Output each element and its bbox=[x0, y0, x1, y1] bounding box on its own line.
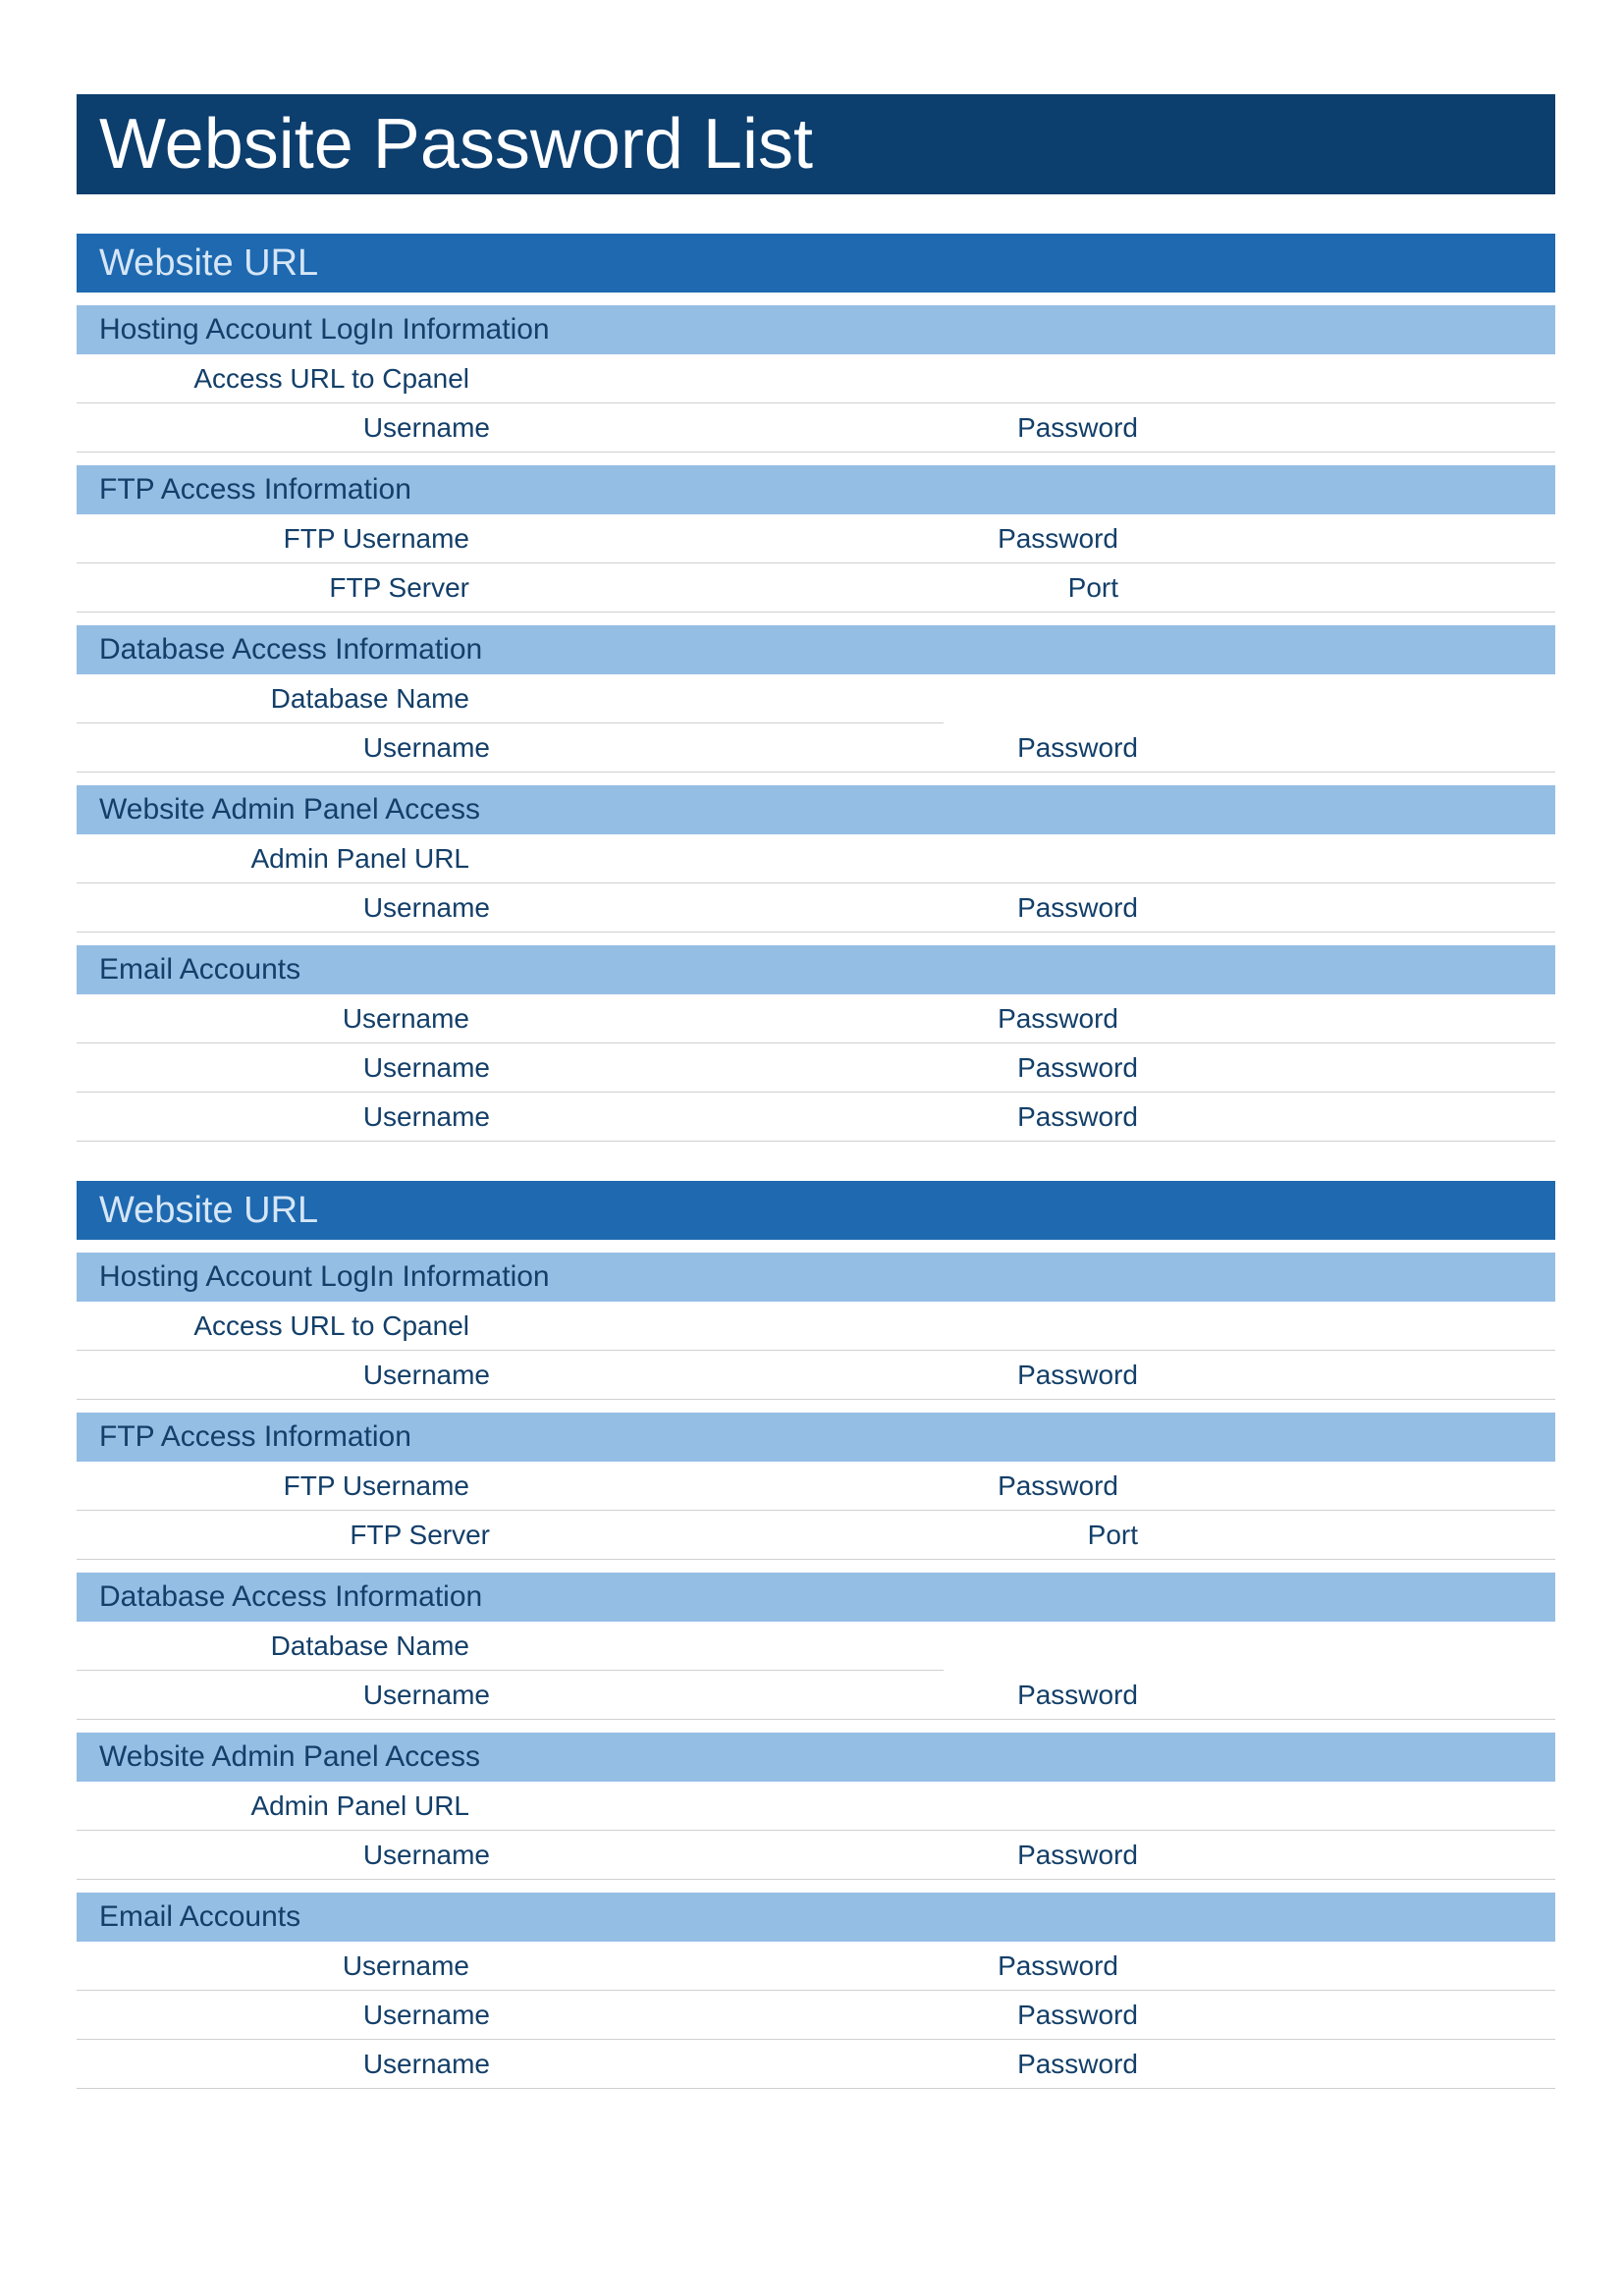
database-name-label: Database Name bbox=[270, 1630, 469, 1661]
hosting-section bbox=[77, 1253, 1555, 1400]
admin-url-row bbox=[77, 1782, 1555, 1831]
email-heading: Email Accounts bbox=[77, 1893, 1555, 1942]
hosting-heading: Hosting Account LogIn Information bbox=[77, 1253, 1555, 1302]
password-label: Password bbox=[1017, 1360, 1138, 1390]
ftp-section bbox=[77, 465, 1555, 613]
admin-section bbox=[77, 785, 1555, 933]
ftp-server-row bbox=[77, 563, 1555, 613]
website-block-2 bbox=[77, 1181, 1555, 2089]
website-url-bar: Website URL bbox=[77, 234, 1555, 293]
hosting-credentials-row bbox=[77, 1351, 1555, 1400]
username-label: Username bbox=[362, 1840, 490, 1870]
access-url-label: Access URL to Cpanel bbox=[193, 1310, 469, 1341]
username-label: Username bbox=[362, 892, 490, 923]
ftp-credentials-row bbox=[77, 1462, 1555, 1511]
password-label: Password bbox=[1017, 2049, 1138, 2079]
database-section bbox=[77, 1573, 1555, 1720]
ftp-username-label: FTP Username bbox=[283, 1470, 469, 1501]
email-section bbox=[77, 1893, 1555, 2089]
username-label: Username bbox=[362, 1680, 490, 1710]
admin-credentials-row bbox=[77, 1831, 1555, 1880]
password-label: Password bbox=[1017, 2000, 1138, 2030]
password-label: Password bbox=[998, 1950, 1118, 1981]
admin-url-row bbox=[77, 834, 1555, 883]
password-label: Password bbox=[1017, 1101, 1138, 1132]
port-label: Port bbox=[1087, 1520, 1138, 1550]
username-label: Username bbox=[362, 1052, 490, 1083]
password-label: Password bbox=[1017, 732, 1138, 763]
ftp-server-row bbox=[77, 1511, 1555, 1560]
username-label: Username bbox=[342, 1003, 469, 1034]
admin-credentials-row bbox=[77, 883, 1555, 933]
database-heading: Database Access Information bbox=[77, 625, 1555, 674]
hosting-section bbox=[77, 305, 1555, 453]
ftp-heading: FTP Access Information bbox=[77, 1413, 1555, 1462]
database-section bbox=[77, 625, 1555, 773]
password-label: Password bbox=[1017, 412, 1138, 443]
email-row bbox=[77, 1093, 1555, 1142]
password-label: Password bbox=[1017, 1680, 1138, 1710]
password-label: Password bbox=[1017, 1052, 1138, 1083]
password-label: Password bbox=[998, 1003, 1118, 1034]
ftp-credentials-row bbox=[77, 514, 1555, 563]
database-name-label: Database Name bbox=[270, 683, 469, 714]
password-label: Password bbox=[1017, 1840, 1138, 1870]
email-row bbox=[77, 1043, 1555, 1093]
page-title: Website Password List bbox=[77, 94, 1555, 194]
ftp-username-label: FTP Username bbox=[283, 523, 469, 554]
ftp-server-label: FTP Server bbox=[329, 572, 469, 603]
username-label: Username bbox=[362, 1101, 490, 1132]
website-url-bar: Website URL bbox=[77, 1181, 1555, 1240]
access-url-row bbox=[77, 1302, 1555, 1351]
access-url-label: Access URL to Cpanel bbox=[193, 363, 469, 394]
password-label: Password bbox=[998, 1470, 1118, 1501]
admin-section bbox=[77, 1733, 1555, 1880]
hosting-heading: Hosting Account LogIn Information bbox=[77, 305, 1555, 354]
username-label: Username bbox=[342, 1950, 469, 1981]
username-label: Username bbox=[362, 412, 490, 443]
username-label: Username bbox=[362, 1360, 490, 1390]
admin-url-label: Admin Panel URL bbox=[250, 843, 469, 874]
database-name-row bbox=[77, 1622, 1555, 1671]
port-label: Port bbox=[1067, 572, 1118, 603]
password-label: Password bbox=[998, 523, 1118, 554]
ftp-heading: FTP Access Information bbox=[77, 465, 1555, 514]
email-row bbox=[77, 1942, 1555, 1991]
email-heading: Email Accounts bbox=[77, 945, 1555, 994]
admin-heading: Website Admin Panel Access bbox=[77, 785, 1555, 834]
username-label: Username bbox=[362, 2049, 490, 2079]
password-list-sheet bbox=[77, 94, 1555, 2089]
database-credentials-row bbox=[77, 1671, 1555, 1720]
admin-url-label: Admin Panel URL bbox=[250, 1790, 469, 1821]
email-row bbox=[77, 994, 1555, 1043]
username-label: Username bbox=[362, 732, 490, 763]
email-section bbox=[77, 945, 1555, 1142]
ftp-section bbox=[77, 1413, 1555, 1560]
password-label: Password bbox=[1017, 892, 1138, 923]
hosting-credentials-row bbox=[77, 403, 1555, 453]
database-heading: Database Access Information bbox=[77, 1573, 1555, 1622]
username-label: Username bbox=[362, 2000, 490, 2030]
email-row bbox=[77, 1991, 1555, 2040]
admin-heading: Website Admin Panel Access bbox=[77, 1733, 1555, 1782]
ftp-server-label: FTP Server bbox=[350, 1520, 490, 1550]
website-block-1 bbox=[77, 234, 1555, 1142]
access-url-row bbox=[77, 354, 1555, 403]
email-row bbox=[77, 2040, 1555, 2089]
database-name-row bbox=[77, 674, 1555, 723]
database-credentials-row bbox=[77, 723, 1555, 773]
